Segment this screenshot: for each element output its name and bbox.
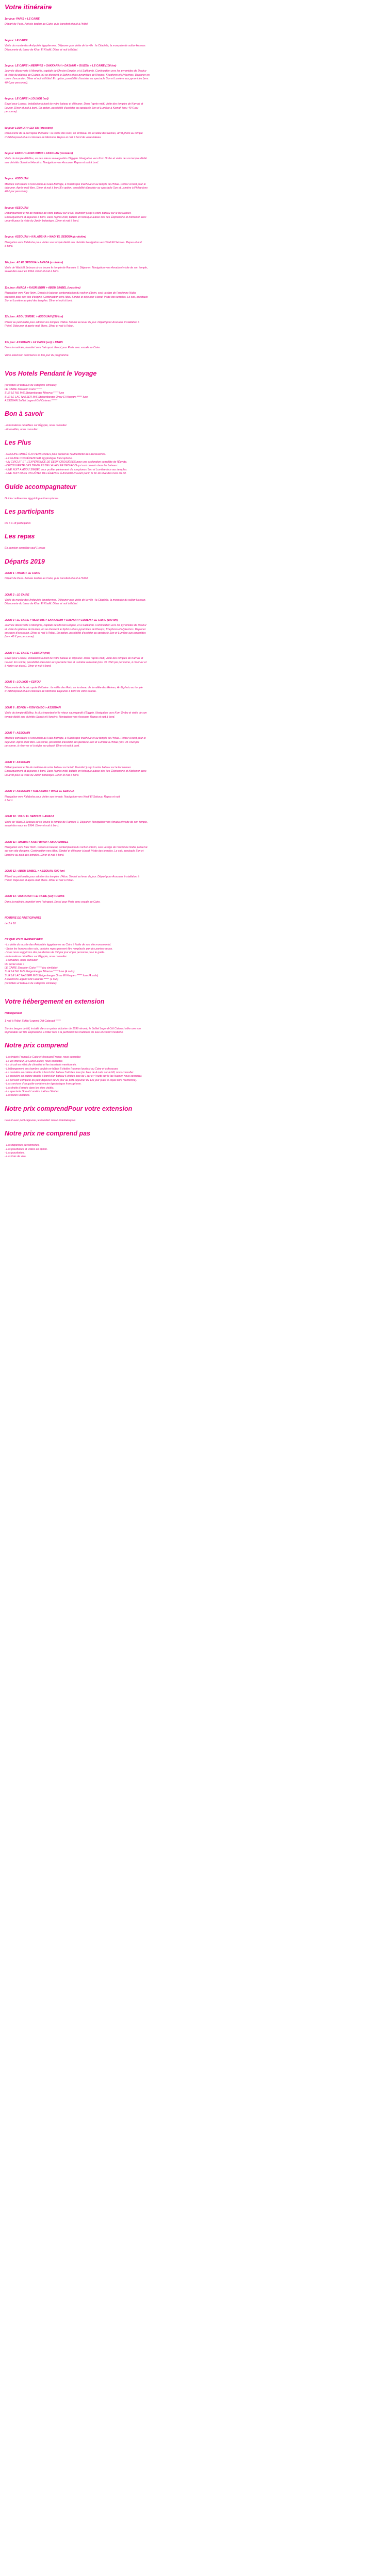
day-title: CE QUE VOUS GAGNEZ RIEN bbox=[5, 938, 43, 942]
prix_ne_comprend-list bbox=[5, 1144, 386, 1159]
text-line: un arrêt pour la visite du Jardin botanique. Dîner et nuit à bord. bbox=[5, 219, 79, 223]
day-title: JOUR 10 : WADI EL SEBOUA > AMADA bbox=[5, 815, 55, 819]
text-line: - Les services d'un guide-conférencier égyptologue francophone. bbox=[5, 1082, 82, 1086]
text-line: La nuit avec petit-déjeuner, le transfert retour hôtel/aéroport. bbox=[5, 1118, 76, 1122]
day-title: JOUR 11 : AMADA > KASR IBRIM > ABOU SIMBEL bbox=[5, 840, 69, 844]
day-title: 2e jour: LE CAIRE bbox=[5, 39, 28, 42]
section-heading: Guide accompagnateur bbox=[5, 483, 76, 490]
text-line: Où serez-vous ? bbox=[5, 962, 25, 966]
text-line: - Les dépenses personnelles. bbox=[5, 1144, 40, 1147]
text-line: Débarquement et fin de matinée de votre bateau sur le Nil. Transfert jusqu'à votre bateau sur le lac Nasser. bbox=[5, 212, 132, 215]
text-line: Embarquement et déjeuner à bord. Dans l'après-midi, balade en felouque autour des îles Éléphantine et Kitchener avec bbox=[5, 215, 146, 219]
text-line: - Le vol intérieur Le Caire/Louxor, nous consulter. bbox=[5, 1059, 63, 1063]
text-line: Visite du musée des Antiquités égyptiennes. Déjeuner puis visite de la ville : la Citadelle, la mosquée de sultan Hassan. bbox=[5, 44, 146, 48]
repas-list bbox=[5, 547, 386, 550]
text-line: à bord. bbox=[5, 245, 13, 248]
text-line: 40 € par personne). bbox=[5, 81, 28, 84]
day-block bbox=[5, 261, 386, 274]
day-block bbox=[5, 177, 386, 194]
day-block bbox=[5, 39, 386, 52]
text-line: - LE GUIDE CONFÉRENCIER égyptologue francophone. bbox=[5, 456, 73, 460]
text-line: - La croisière en cabine double à bord d'un bateau 5 étoiles luxe du 1 fer et 4 nuits sur le lac Nasser, nous consulter. bbox=[5, 1075, 142, 1078]
day-block bbox=[5, 152, 386, 165]
text-line: Réveil au petit matin pour admirer les temples d'Abou Simbel au lever du jour. Départ pour Assouan. Installation à bbox=[5, 320, 139, 324]
participants-list bbox=[5, 522, 386, 526]
text-line: - La croisière en cabine double à bord d'un bateau 5 étoiles luxe (ou bien de 4 nuits sur le Nil, nous consulter. bbox=[5, 1071, 134, 1074]
text-line: l'hôtel. Déjeuner et après-midi libres. Dîner et nuit à l'hôtel. bbox=[5, 325, 74, 328]
text-line: - Les frais de visa. bbox=[5, 1155, 27, 1159]
day-title: JOUR 13 : ASSOUAN > LE CAIRE (vol) > PARIS bbox=[5, 895, 64, 899]
text-line: Dans la matinée, transfert vers l'aéroport. Envol pour Paris avec escale au Caire. bbox=[5, 346, 101, 350]
text-line: sauvé des eaux en 1964. Dîner et nuit à bord. bbox=[5, 270, 59, 274]
text-line: un arrêt pour la visite du Jardin botanique. Dîner et nuit à bord. bbox=[5, 773, 79, 777]
day-block bbox=[5, 732, 386, 749]
document bbox=[0, 0, 391, 1159]
text-line: Votre extension commence le 13e jour du programme. bbox=[5, 353, 69, 357]
text-line: Lumière au pied des temples. Dîner et nuit à bord. bbox=[5, 853, 64, 857]
text-line: Matinée consacrée à l'excursion au Haut-Barrage, à l'Obélisque inachevé et au temple de Philae. Retour à bord pour le bbox=[5, 182, 146, 186]
text-line: Réveil au petit matin pour admirer les temples d'Abou Simbel au lever du jour. Départ pour Assouan. Installation à bbox=[5, 875, 139, 878]
text-line: (ou hôtels et bateaux de catégorie similaire) bbox=[5, 981, 57, 985]
text-line: Découverte de la nécropole thébaine : la vallée des Rois, un tombeau de la vallée des Reines, Arrêt photo au temple bbox=[5, 132, 143, 135]
day-block bbox=[5, 18, 386, 27]
prix_comprend-list bbox=[5, 1056, 386, 1097]
text-line: à régler sur place). Dîner et nuit à bord. bbox=[5, 665, 52, 668]
text-line: déjeuner. Après-midi libre. Dîner et nuit à bord.En option, possibilité d'assister au spectacle Son et Lumière à Philae (env. bbox=[5, 186, 149, 190]
day-title: 12e jour: ABOU SIMBEL > ASSOUAN (290 km) bbox=[5, 315, 63, 319]
text-line: d'Hatshepsout et aux colosses de Memnon. Repas et nuit à bord de votre bateau. bbox=[5, 135, 102, 139]
day-block bbox=[5, 619, 386, 639]
text-line: (ou hôtels et bateaux de catégorie similaire) bbox=[5, 384, 57, 387]
text-line: Journée découverte à Memphis, capitale de l'Ancien Empire, et à Sakkarah. Continuation vers les pyramides de Dashur bbox=[5, 624, 146, 628]
day-title: 5e jour: LOUXOR > EDFOU (croisière) bbox=[5, 126, 53, 130]
bon_a_savoir-list bbox=[5, 424, 386, 432]
text-line: de 2 à 18 bbox=[5, 922, 16, 925]
day-block bbox=[5, 315, 386, 328]
accompagnateur-list bbox=[5, 497, 386, 501]
day-block bbox=[5, 286, 386, 303]
text-line: Navigation vers Kasr Ibrim. Depuis le bateau, contemplation du rocher d'Ibrim, seul vestige de l'ancienne Nubie bbox=[5, 292, 137, 295]
text-line: et visite du plateau de Guizeh, où se dressent le Sphinx et les pyramides de Kheops, Khephren et Mykerinos. Déjeuner bbox=[5, 628, 146, 631]
text-line: préservé pour son site d'origine. Continuation vers Abou Simbel et déjeuner à bord. Visite des temples. Le soir, spectacle bbox=[5, 295, 148, 299]
text-line: - La pension complète du petit-déjeuner du 2e jour au petit-déjeuner du 13e jour (sauf le repas libre mentionné). bbox=[5, 1078, 137, 1082]
day-block bbox=[5, 938, 386, 986]
section-heading: Notre prix comprendPour votre extension bbox=[5, 1105, 133, 1112]
day-block bbox=[5, 572, 386, 581]
day-title: 8e jour: ASSOUAN bbox=[5, 206, 28, 210]
text-line: Débarquement et fin de matinée de votre bateau sur le Nil. Transfert jusqu'à votre bateau sur le lac Nasser. bbox=[5, 766, 132, 769]
text-line: - Les trajets France/Le Caire et Assouan/France, nous consulter. bbox=[5, 1056, 82, 1059]
text-line: cours d'excursion. Dîner et nuit à l'hôtel. En option, possibilité d'assister au spectacle Son et Lumière aux pyramides (env. bbox=[5, 77, 149, 81]
section-heading: Les Plus bbox=[5, 439, 31, 447]
day-block bbox=[5, 594, 386, 606]
text-line: d'Hatshepsout et aux colosses de Memnon. Déjeuner à bord de votre bateau. bbox=[5, 690, 97, 693]
text-line: l'hôtel. Déjeuner et après-midi libres. Dîner et nuit à l'hôtel. bbox=[5, 879, 74, 883]
text-line: personne, à réserver et à régler sur place). Dîner et nuit à bord. bbox=[5, 744, 80, 748]
day-title: JOUR 5 : LOUXOR > EDFOU bbox=[5, 681, 41, 684]
day-title: 3e jour: LE CAIRE > MEMPHIS > SAKKARAH > DASHUR > GUIZEH > LE CAIRE (100 km) bbox=[5, 64, 117, 68]
text-line: (env. 40 € par personne). bbox=[5, 635, 35, 639]
text-line: - Formalités, nous consulter. bbox=[5, 959, 39, 962]
day-block bbox=[5, 235, 386, 248]
hebergement-list bbox=[5, 1012, 386, 1035]
text-line: Son et Lumière au pied des temples. Dîner et nuit à bord. bbox=[5, 299, 73, 303]
day-title: 4e jour: LE CAIRE > LOUXOR (vol) bbox=[5, 97, 48, 101]
day-block bbox=[5, 64, 386, 85]
text-line: - Les pourboires et visites en option. bbox=[5, 1147, 48, 1151]
text-line: En pension complète sauf 1 repas bbox=[5, 547, 45, 550]
text-line: Guide conférencier égyptologue francophone. bbox=[5, 497, 59, 500]
text-line: Visite de Wadi El Seboua où se trouve le temple de Ramsès II. Déjeuner. Navigation vers Amada et visite de son temple, bbox=[5, 820, 148, 824]
text-line: 1 nuit à l'hôtel Sofitel Legend Old Cataract ***** bbox=[5, 1019, 61, 1023]
day-block bbox=[5, 815, 386, 828]
day-block bbox=[5, 790, 386, 803]
text-line: Découverte de la nécropole thébaine : la vallée des Rois, un tombeau de la vallée des Reines, Arrêt photo au temple bbox=[5, 686, 143, 689]
text-line: - UN CIRCUIT ET L'EXPÉRIENCE DE DEUX CROISIÈRES pour une exploration complète de l'Égypte. bbox=[5, 460, 127, 464]
text-line: ASSOUAN Legend Old Cataract ***** (1 nuit) bbox=[5, 978, 58, 981]
text-line: ASSOUAN Sofitel Legend Old Cataract ***** bbox=[5, 399, 58, 402]
text-line: Navigation vers Kasr Ibrim. Depuis le bateau, contemplation du rocher d'Ibrim, seul vestige de l'ancienne Nubie préservé bbox=[5, 846, 148, 849]
plus-list bbox=[5, 453, 386, 476]
text-line: Sur les berges du Nil, installé dans un palais victorien de 1899 rénové, le Sofitel Legend Old Cataract offre une vue bbox=[5, 1027, 141, 1030]
section-heading: Notre prix ne comprend pas bbox=[5, 1130, 91, 1138]
text-line: imprenable sur l'île Éléphantine. L'hôtel relie à la perfection les traditions de luxe et confort moderne. bbox=[5, 1030, 124, 1034]
text-line: - Informations détaillées sur l'Égypte, nous consulter. bbox=[5, 424, 68, 428]
day-block bbox=[5, 917, 386, 926]
day-title: JOUR 8 : ASSOUAN bbox=[5, 760, 30, 764]
day-title: JOUR 2 : LE CAIRE bbox=[5, 593, 29, 597]
text-line: LE CAIRE Sheraton Cairo ***** bbox=[5, 387, 42, 391]
text-line: De 6 à 18 participants bbox=[5, 521, 31, 525]
text-line bbox=[5, 350, 386, 353]
day-block bbox=[5, 761, 386, 778]
day-block bbox=[5, 681, 386, 693]
text-line: - DÉCOUVERTE DES TEMPLES DE LA VALLÉE DES ROIS qui sont ouverts dans les bateaux. bbox=[5, 464, 119, 468]
text-line: SUR LE NIL M/S Steigenberger Minerva ***** luxe (4 nuits) bbox=[5, 970, 75, 974]
text-line: Visite de Wadi El Seboua où se trouve le temple de Ramsès II. Déjeuner. Navigation vers Amada et visite de son temple, bbox=[5, 266, 148, 269]
day-title: 7e jour: ASSOUAN bbox=[5, 177, 28, 181]
day-block bbox=[5, 97, 386, 114]
text-line: Navigation vers Kalabsha pour visiter son temple. Navigation vers Wadi El Seboua. Repas et nuit bbox=[5, 795, 120, 799]
day-block bbox=[5, 870, 386, 883]
text-line: Louxor. En soirée, possibilité d'assister au spectacle Son et Lumière à Karnak (env. 35 USD par personne, à réserver et bbox=[5, 660, 146, 664]
section-heading: Les participants bbox=[5, 507, 54, 515]
day-title: JOUR 12 : ABOU SIMBEL > ASSOUAN (290 km) bbox=[5, 870, 65, 873]
text-line: - UNE NUIT DANS UN HÔTEL DE LÉGENDE À ASSOUAN avant partir, le fer de rêve des rives du Nil. bbox=[5, 472, 127, 476]
text-line: Visite du temple d'Edfou, le plus important et le mieux sauvegardé d'Égypte. Navigation vers Kom Ombo et visite de son bbox=[5, 711, 147, 715]
text-line: - Vous nous suggérons des pourboires de 3 € par jour et par personne pour le guide. bbox=[5, 951, 105, 955]
text-line: - Le spectacle Son et Lumière à Abou Simbel. bbox=[5, 1090, 59, 1094]
text-line: temple dédié aux divinités Sobek et Haroëris. Navigation vers Assouan. Repas et nuit à bord. bbox=[5, 715, 115, 719]
hotels-list bbox=[5, 384, 386, 403]
day-title: JOUR 4 : LE CAIRE > LOUXOR (vol) bbox=[5, 651, 51, 655]
text-line: personne). bbox=[5, 110, 18, 114]
day-block bbox=[5, 127, 386, 140]
text-line: LE CAIRE Sheraton Cairo ***** (ou similaire) bbox=[5, 966, 58, 970]
text-line: et visite du plateau de Guizeh, où se dressent le Sphinx et les pyramides de Kheops, Khephren et Mykerinos. Déjeuner en bbox=[5, 73, 150, 77]
day-block bbox=[5, 341, 386, 358]
text-line: Matinée consacrée à l'excursion au Haut-Barrage, à l'Obélisque inachevé et au temple de Philae. Retour à bord pour le bbox=[5, 737, 146, 740]
text-line: Départ de Paris. Arrivée tardive au Caire, puis transfert et nuit à l'hôtel. bbox=[5, 577, 89, 581]
spacer bbox=[5, 1015, 386, 1019]
text-line: - Les pourboires. bbox=[5, 1151, 25, 1155]
day-block bbox=[5, 841, 386, 858]
text-line: Visite du musée des Antiquités égyptiennes. Déjeuner puis visite de la ville : la Citadelle, la mosquée du sultan Hassan. bbox=[5, 599, 146, 602]
section-heading: Vos Hotels Pendant le Voyage bbox=[5, 370, 97, 378]
day-title: JOUR 6 : EDFOU > KOM OMBO > ASSOUAN bbox=[5, 706, 61, 709]
day-title: 10e jour: AD EL SEBOUA > AMADA (croisière) bbox=[5, 261, 63, 264]
section-heading: Bon à savoir bbox=[5, 410, 44, 418]
day-title: NOMBRE DE PARTICIPANTS bbox=[5, 917, 41, 920]
text-line: Découverte du bazar de Khan El Khalili. Dîner et nuit à l'hôtel. bbox=[5, 48, 78, 52]
day-block bbox=[5, 652, 386, 669]
text-line: sur son site d'origine. Continuation vers Abou Simbel et déjeuner à bord. Visite des temples. Le soir, spectacle Son et bbox=[5, 850, 144, 853]
text-line: Découverte du bazar de Khan El Khalili. Dîner et nuit à l'hôtel. bbox=[5, 602, 78, 606]
text-line: - Selon les horaires des vols, certains repas peuvent être remplacés par des paniers-repas. bbox=[5, 947, 113, 951]
text-line: - Les taxes variables. bbox=[5, 1094, 30, 1097]
day-title: 1er jour: PARIS > LE CAIRE bbox=[5, 18, 40, 21]
text-line: Envol pour Louxor. Installation à bord de votre bateau et déjeuner. Dans l'après-midi, visite des temples de Karnak et bbox=[5, 103, 143, 106]
text-line: Louxor. Dîner et nuit à bord. En option, possibilité d'assister au spectacle Son et Lumière à Karnak (env. 40 € par bbox=[5, 106, 139, 110]
text-line: - UNE NUIT À ABOU SIMBEL pour profiter pleinement du somptueux Son et Lumière face aux temples. bbox=[5, 468, 127, 471]
text-line: aux divinités Sobek et Haroëris. Navigation vers Assouan. Repas et nuit à bord. bbox=[5, 161, 99, 164]
prix_extension-list bbox=[5, 1119, 386, 1123]
text-line: en cours d'excursion. Dîner et nuit à l'hôtel. En option, possibilité d'assister au spectacle Son et Lumière aux pyramides bbox=[5, 632, 146, 635]
text-line: Départ de Paris. Arrivée tardive au Caire, puis transfert et nuit à l'hôtel. bbox=[5, 23, 89, 26]
text-line: SUR LE LAC NASSER M/S Steigenberger Omar El Khayam ***** luxe bbox=[5, 395, 88, 399]
text-line: - Formalités, nous consulter. bbox=[5, 428, 39, 431]
day-title: 9e jour: ASSOUAN > KALABSHA > WADI EL SEBOUA (croisière) bbox=[5, 235, 87, 239]
text-line: Navigation vers Kalabsha pour visiter son temple dédié aux divinités Navigation vers Wadi El Seboua. Repas et nuit bbox=[5, 241, 142, 244]
day-title: 6e jour: EDFOU > KOM OMBO > ASSOUAN (croisière) bbox=[5, 151, 73, 155]
text-line: Dans la matinée, transfert vers l'aéroport. Envol pour Paris avec escale au Caire. bbox=[5, 900, 101, 904]
day-block bbox=[5, 706, 386, 719]
text-line: Journée découverte à Memphis, capitale de l'Ancien Empire, et à Sakkarah. Continuation vers les pyramides de Dashur bbox=[5, 70, 146, 73]
day-title: JOUR 9 : ASSOUAN > KALABSHA > WADI EL SEBOUA bbox=[5, 790, 74, 793]
text-line: Envol pour Louxor. Installation à bord de votre bateau et déjeuner. Dans l'après-midi, visite des temples de Karnak et bbox=[5, 657, 143, 660]
text-line: sauvé des eaux en 1964. Dîner et nuit à bord. bbox=[5, 824, 59, 828]
text-line: Visite du temple d'Edfou, un des mieux sauvegardés d'Égypte. Navigation vers Kom Ombo et visite de son temple dédié bbox=[5, 157, 147, 161]
text-line: - La visite du musée des Antiquités égyptiennes au Caire à l'aide de son site monumental. bbox=[5, 943, 111, 947]
text-line: SUR LE NIL M/S Steigenberger Minerva ***** luxe bbox=[5, 392, 64, 395]
section-heading: Les repas bbox=[5, 533, 35, 540]
text-line: Embarquement et déjeuner à bord. Dans l'après-midi, balade en felouque autour des îles Éléphantine et Kitchener avec bbox=[5, 770, 146, 773]
section-heading: Votre hébergement en extension bbox=[5, 997, 105, 1005]
text-line: - Informations détaillées sur l'Égypte, nous consulter. bbox=[5, 955, 68, 958]
day-title: JOUR 1 : PARIS > LE CAIRE bbox=[5, 571, 40, 575]
day-block bbox=[5, 895, 386, 904]
day-title: JOUR 3 : LE CAIRE > MEMPHIS > SAKKARAH > DASHUR > GUIZEH > LE CAIRE (100 km) bbox=[5, 618, 118, 622]
section-heading: Votre itinéraire bbox=[5, 3, 52, 11]
text-line: - GROUPE LIMITÉ À 20 PERSONNES pour préserver l'authenticité des découvertes. bbox=[5, 453, 106, 456]
text-line: déjeuner. Après-midi libre. En soirée, possibilité d'assister au spectacle Son et Lumière à Philae (env. 35 USD par bbox=[5, 740, 139, 744]
text-line: SUR LE LAC NASSER M/S Steigenberger Omar El Khayam ***** luxe (4 nuits) bbox=[5, 974, 99, 977]
section-heading: Notre prix comprend bbox=[5, 1042, 68, 1049]
day-title: 13e jour: ASSOUAN > LE CAIRE (vol) > PARIS bbox=[5, 341, 63, 344]
hebergement-subheading: Hébergement bbox=[5, 1011, 22, 1015]
text-line bbox=[5, 1023, 386, 1027]
text-line: - La circuit en véhicule climatisé et les transferts mentionnés. bbox=[5, 1063, 77, 1067]
text-line: - L'hébergement en chambre double en hôtels 5 étoiles (normes locales) au Caire et à Assouan. bbox=[5, 1067, 119, 1071]
text-line: - Les droits d'entrée dans les sites visités. bbox=[5, 1086, 54, 1090]
text-line: à bord. bbox=[5, 799, 13, 802]
day-title: 11e jour: AMADA > KASR IBRIM > ABOU SIMBEL (croisière) bbox=[5, 286, 80, 290]
text-line: 40 € par personne). bbox=[5, 190, 28, 194]
day-title: JOUR 7 : ASSOUAN bbox=[5, 731, 30, 735]
day-block bbox=[5, 207, 386, 224]
section-heading: Départs 2019 bbox=[5, 557, 45, 565]
